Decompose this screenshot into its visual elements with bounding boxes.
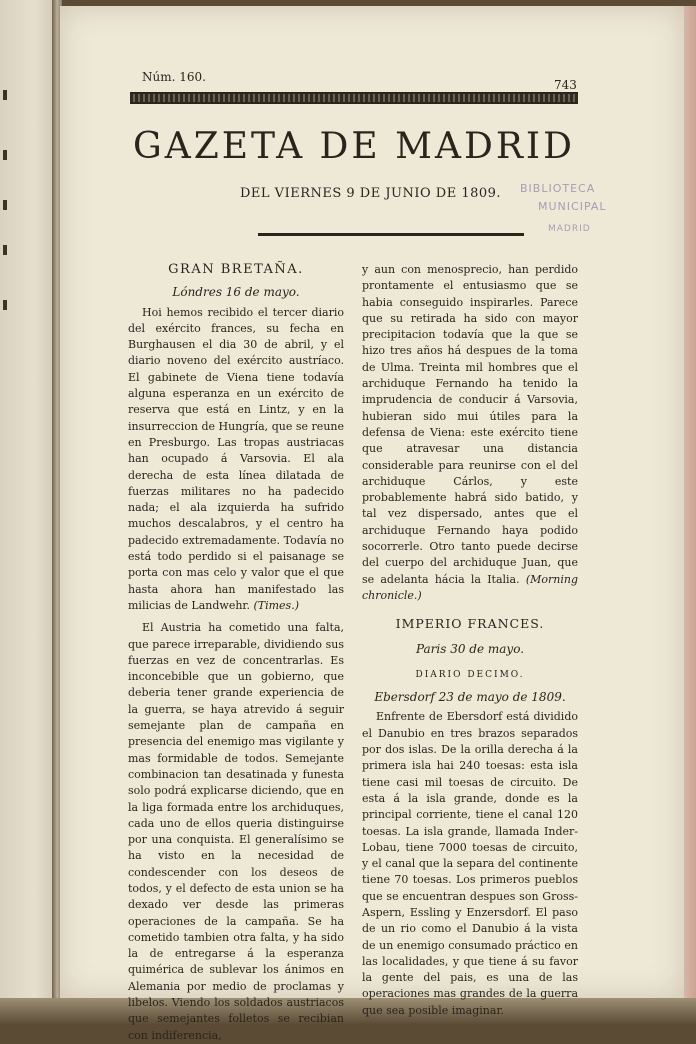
article-paragraph xyxy=(128,305,344,615)
stamp-line-3: MADRID xyxy=(548,224,591,234)
article-paragraph: El Austria ha cometido una falta, que parece irreparable, dividiendo sus fuerzas en vez de concentrarlas. Es inconcebible que un gobierno, que deberia tener grande experiencia de la guerra, se haya atrevido á seguir semejante plan de campaña en presencia del enemigo mas vigilante y mas formidable de todos. Semejante combinacion tan desatinada y funesta solo podrá explicarse diciendo, que en la liga formada entre los archiduques, cada uno de ellos queria distinguirse por una conquista. El generalísimo se ha visto en la necesidad de condescender con los deseos de todos, y el defecto de esta union se ha dexado ver desde las primeras operaciones de la campaña. Se ha cometido tambien otra falta, y ha sido la de entregarse á la esperanza quimérica de sublevar los ánimos en Alemania por medio de proclamas y libelos. Viendo los soldados austriacos que semejantes folletos se recibian con indiferencia, xyxy=(128,621,344,1042)
place-date-londres: Lóndres 16 de mayo. xyxy=(172,285,300,300)
dateline-rule xyxy=(258,233,524,236)
left-column xyxy=(128,262,344,1044)
facing-page-text-fragment xyxy=(3,200,7,210)
article-paragraph: Enfrente de Ebersdorf está dividido el Danubio en tres brazos separados por dos islas. De la orilla derecha á la primera isla hai 240 toesas: esta isla tiene casi mil toesas de circuito. De esta á la isla grande, donde es la principal corriente, tiene el canal 120 toesas. La isla grande, llamada Inder-Lobau, tiene 7000 toesas de circuito, y el canal que la separa del continente tiene 70 toesas. Los primeros pueblos que se encuentran despues son Gross-Aspern, Essling y Enzersdorf. El paso de un rio como el Danubio á la vista de un enemigo consumado práctico en las localidades, y que tiene á su favor la gente del pais, es una de las operaciones mas grandes de la guerra que sea posible imaginar. xyxy=(362,710,578,1017)
place-date-ebersdorf: Ebersdorf 23 de mayo de 1809. xyxy=(374,690,566,705)
place-date-paris: Paris 30 de mayo. xyxy=(415,641,525,656)
paragraph-text: y aun con menosprecio, han perdido prontamente el entusiasmo que se habia conseguido inspirarles. Parece que su retirada ha sido con mayor precipitacion todavía que la que se hizo tres años há despues de la toma de Ulma. Treinta mil hombres que el archiduque Fernando ha tenido la imprudencia de conducir á Varsovia, hubieran sido mui útiles para la defensa de Viena: este exército tiene que atravesar una distancia considerable para reunirse con el del archiduque Cárlos, y este probablemente habrá sido batido, y tal vez dispersado, antes que el archiduque Fernando haya podido socorrerle. Otro tanto puede decirse del cuerpo del archiduque Juan, que se adelanta hácia la Italia. xyxy=(362,263,578,586)
section-title-imperio-frances: IMPERIO FRANCES. xyxy=(395,616,545,632)
facing-page-edge xyxy=(0,0,59,1000)
stamp-line-2: MUNICIPAL xyxy=(538,200,607,213)
facing-page-text-fragment xyxy=(3,90,7,100)
source-citation: (Morning chronicle.) xyxy=(362,572,579,602)
facing-page-text-fragment xyxy=(3,300,7,310)
right-column xyxy=(362,262,578,1019)
facing-page-text-fragment xyxy=(3,245,7,255)
masthead-title: GAZETA DE MADRID xyxy=(132,126,576,167)
paragraph-text: Hoi hemos recibido el tercer diario del exército frances, su fecha en Burghausen el dia 30 de abril, y el diario noveno del exército austríaco. El gabinete de Viena tiene todavía alguna esperanza en un exército de reserva que está en Lintz, y en la insurreccion de Hungría, que se reune en Presburgo. Las tropas austriacas han ocupado á Varsovia. El ala derecha de esta línea dilatada de fuerzas militares no ha padecido nada; el ala izquierda ha sufrido muchos descalabros, y el centro ha padecido extremadamente. Todavía no está todo perdido si el paisanage se porta con mas celo y valor que el que hasta ahora han manifestado las milicias de Landwehr. xyxy=(128,305,344,612)
stamp-line-1: BIBLIOTECA xyxy=(520,182,596,195)
facing-page-text-fragment xyxy=(3,150,7,160)
section-title-gran-bretana: GRAN BRETAÑA. xyxy=(168,262,304,277)
article-paragraph xyxy=(362,262,578,604)
book-bottom-edge xyxy=(0,998,696,1024)
issue-number: Núm. 160. xyxy=(142,70,206,84)
page-edge xyxy=(684,6,696,1006)
diario-label: DIARIO DECIMO. xyxy=(415,669,525,680)
page-number: 743 xyxy=(554,78,577,92)
masthead-rule xyxy=(130,92,578,104)
issue-dateline: DEL VIERNES 9 DE JUNIO DE 1809. xyxy=(240,186,502,201)
source-citation: (Times.) xyxy=(253,598,299,612)
